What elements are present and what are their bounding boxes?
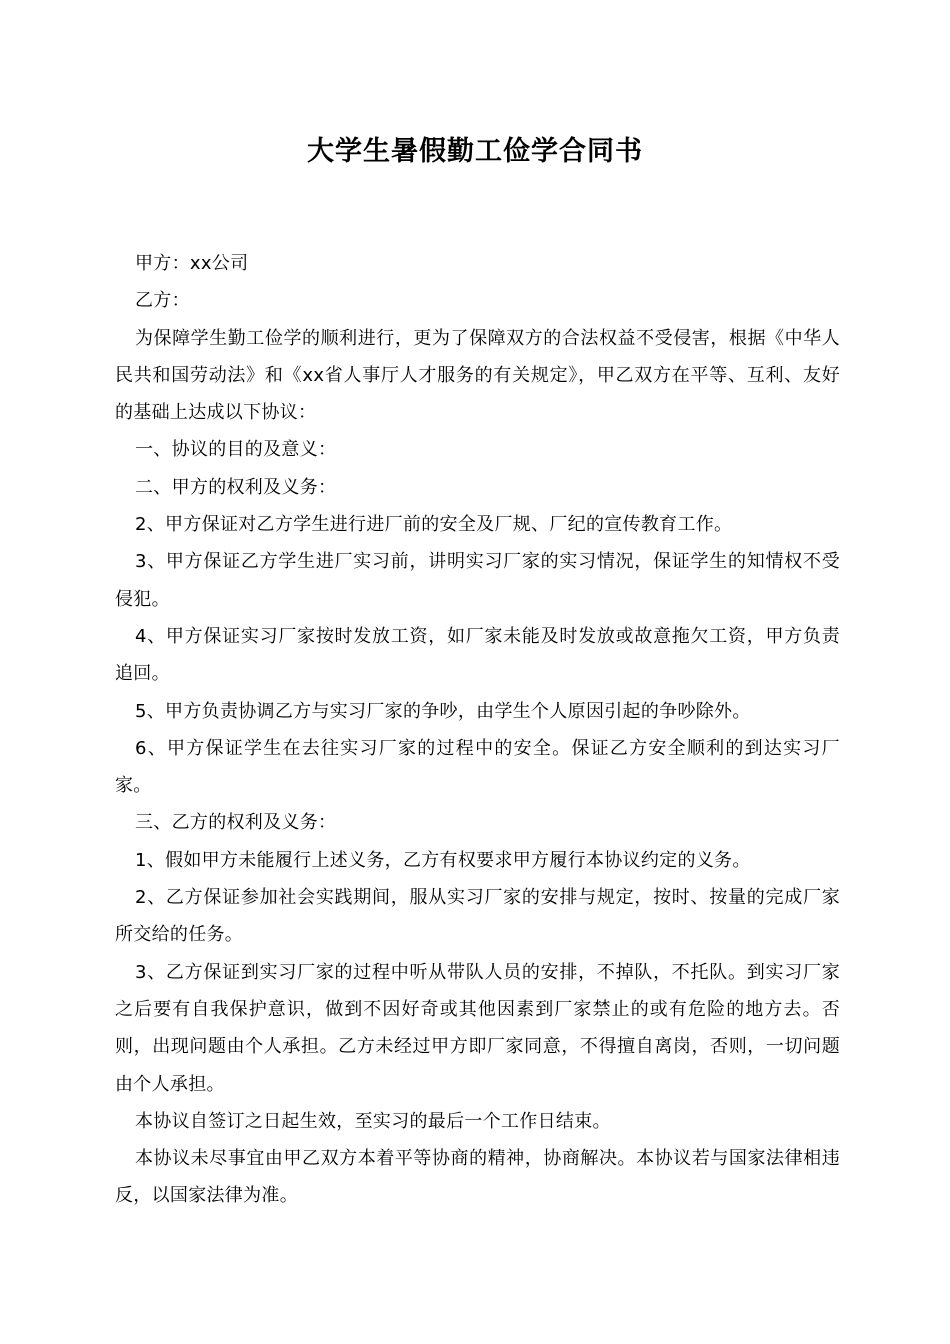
paragraph-supplementary: 本协议未尽事宜由甲乙双方本着平等协商的精神，协商解决。本协议若与国家法律相违反，以国家法律为准。 [115,1148,840,1207]
section-heading-party-b-rights: 三、乙方的权利及义务： [135,812,337,834]
clause-b-2: 2、乙方保证参加社会实践期间，服从实习厂家的安排与规定，按时、按量的完成厂家所交给的任务。 [115,887,840,946]
clause-a-5: 5、甲方负责协调乙方与实习厂家的争吵，由学生个人原因引起的争吵除外。 [135,700,751,722]
paragraph-effective-date: 本协议自签订之日起生效，至实习的最后一个工作日结束。 [135,1110,611,1132]
clause-a-6: 6、甲方保证学生在去往实习厂家的过程中的安全。保证乙方安全顺利的到达实习厂家。 [115,737,840,797]
clause-a-4: 4、甲方保证实习厂家按时发放工资，如厂家未能及时发放或故意拖欠工资，甲方负责追回。 [115,625,840,685]
clause-a-3: 3、甲方保证乙方学生进厂实习前，讲明实习厂家的实习情况，保证学生的知情权不受侵犯。 [115,551,840,610]
document-body [115,245,840,1215]
section-heading-purpose: 一、协议的目的及意义： [135,439,337,461]
paragraph-party-a: 甲方：xx公司 [135,253,249,274]
clause-b-1: 1、假如甲方未能履行上述义务，乙方有权要求甲方履行本协议约定的义务。 [135,849,751,871]
clause-a-2: 2、甲方保证对乙方学生进行进厂前的安全及厂规、厂纪的宣传教育工作。 [135,514,733,536]
paragraph-preamble: 为保障学生勤工俭学的顺利进行，更为了保障双方的合法权益不受侵害，根据《中华人民共和国劳动法》和《xx省人事厅人才服务的有关规定》，甲乙双方在平等、互利、友好的基础上达成以下协议： [115,327,840,424]
document-title: 大学生暑假勤工俭学合同书 [307,136,643,167]
section-heading-party-a-rights: 二、甲方的权利及义务： [135,476,337,498]
clause-b-3: 3、乙方保证到实习厂家的过程中听从带队人员的安排，不掉队，不托队。到实习厂家之后要有自我保护意识，做到不因好奇或其他因素到厂家禁止的或有危险的地方去。否则，出现问题由个人承担。乙方未经过甲方即厂家同意，不得擅自离岗，否则，一切问题由个人承担。 [115,961,840,1095]
paragraph-party-b: 乙方： [135,290,190,312]
